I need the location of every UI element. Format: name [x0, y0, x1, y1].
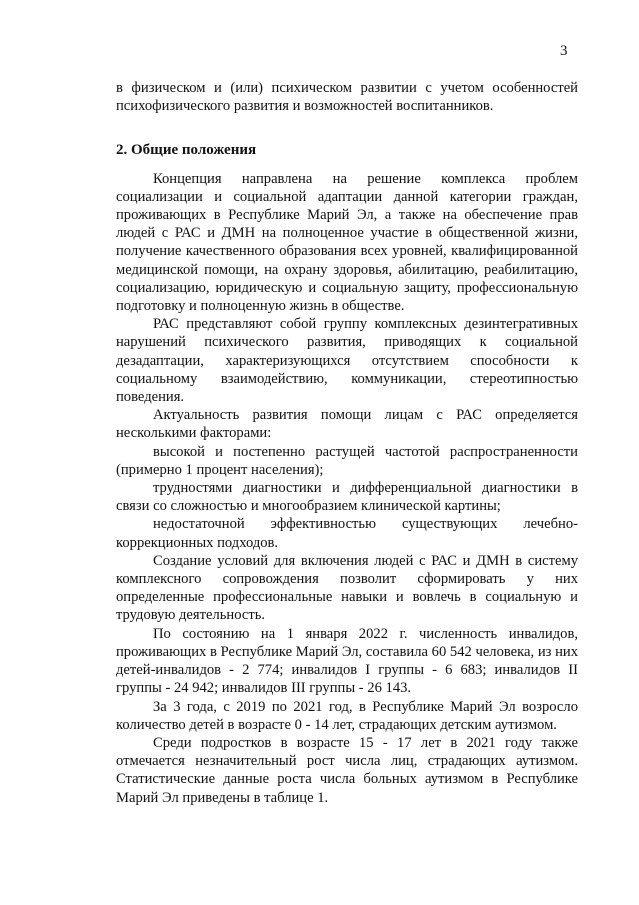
continuation-paragraph: в физическом и (или) психическом развитии с учетом особенностей психофизического развития и возможностей воспитанников. [116, 80, 578, 115]
paragraph-concept-goals: Концепция направлена на решение комплекса проблем социализации и социальной адаптации данной категории граждан, проживающих в Республике Марий Эл, а также на обеспечение прав людей с РАС и ДМН на полноценное участие в общественной жизни, получение качественного образования всех уровней, квалифицированной медицинской помощи, на охрану здоровья, абилитацию, реабилитацию, социализацию, юридическую и социальную защиту, профессиональную подготовку и полноценную жизнь в обществе. [116, 170, 578, 315]
paragraph-children-autism: За 3 года, с 2019 по 2021 год, в Республике Марий Эл возросло количество детей в возрасте 0 - 14 лет, страдающих детским аутизмом. [116, 698, 578, 733]
paragraph-support-conditions: Создание условий для включения людей с РАС и ДМН в систему комплексного сопровождения позволит сформировать у них определенные профессиональные навыки и вовлечь в социальную и трудовую деятельность. [116, 552, 578, 624]
paragraph-disability-stats: По состоянию на 1 января 2022 г. численность инвалидов, проживающих в Республике Марий Эл, составила 60 542 человека, из них детей-инвалидов - 2 774; инвалидов I группы - 6 683; инвалидов II группы - 24 942; инвалидов III группы - 26 143. [116, 625, 578, 697]
section-heading: 2. Общие положения [116, 142, 257, 159]
document-body [116, 79, 578, 807]
paragraph-adolescents-autism: Среди подростков в возрасте 15 - 17 лет в 2021 году также отмечается незначительный рост числа лиц, страдающих аутизмом. Статистические данные роста числа больных аутизмом в Республике Марий Эл приведены в таблице 1. [116, 734, 578, 806]
paragraph-factor-diagnostics: трудностями диагностики и дифференциальной диагностики в связи со сложностью и многообразием клинической картины; [116, 480, 578, 515]
page-number: 3 [560, 43, 568, 59]
paragraph-factor-efficiency: недостаточной эффективностью существующих лечебно-коррекционных подходов. [116, 516, 578, 551]
paragraph-factor-prevalence: высокой и постепенно растущей частотой распространенности (примерно 1 процент населения); [116, 443, 578, 478]
paragraph-relevance-intro: Актуальность развития помощи лицам с РАС определяется несколькими факторами: [116, 407, 578, 442]
paragraph-ras-definition: РАС представляют собой группу комплексных дезинтегративных нарушений психического развития, приводящих к социальной дезадаптации, характеризующихся отсутствием способности к социальному взаимодействию, коммуникации, стереотипностью поведения. [116, 316, 578, 406]
